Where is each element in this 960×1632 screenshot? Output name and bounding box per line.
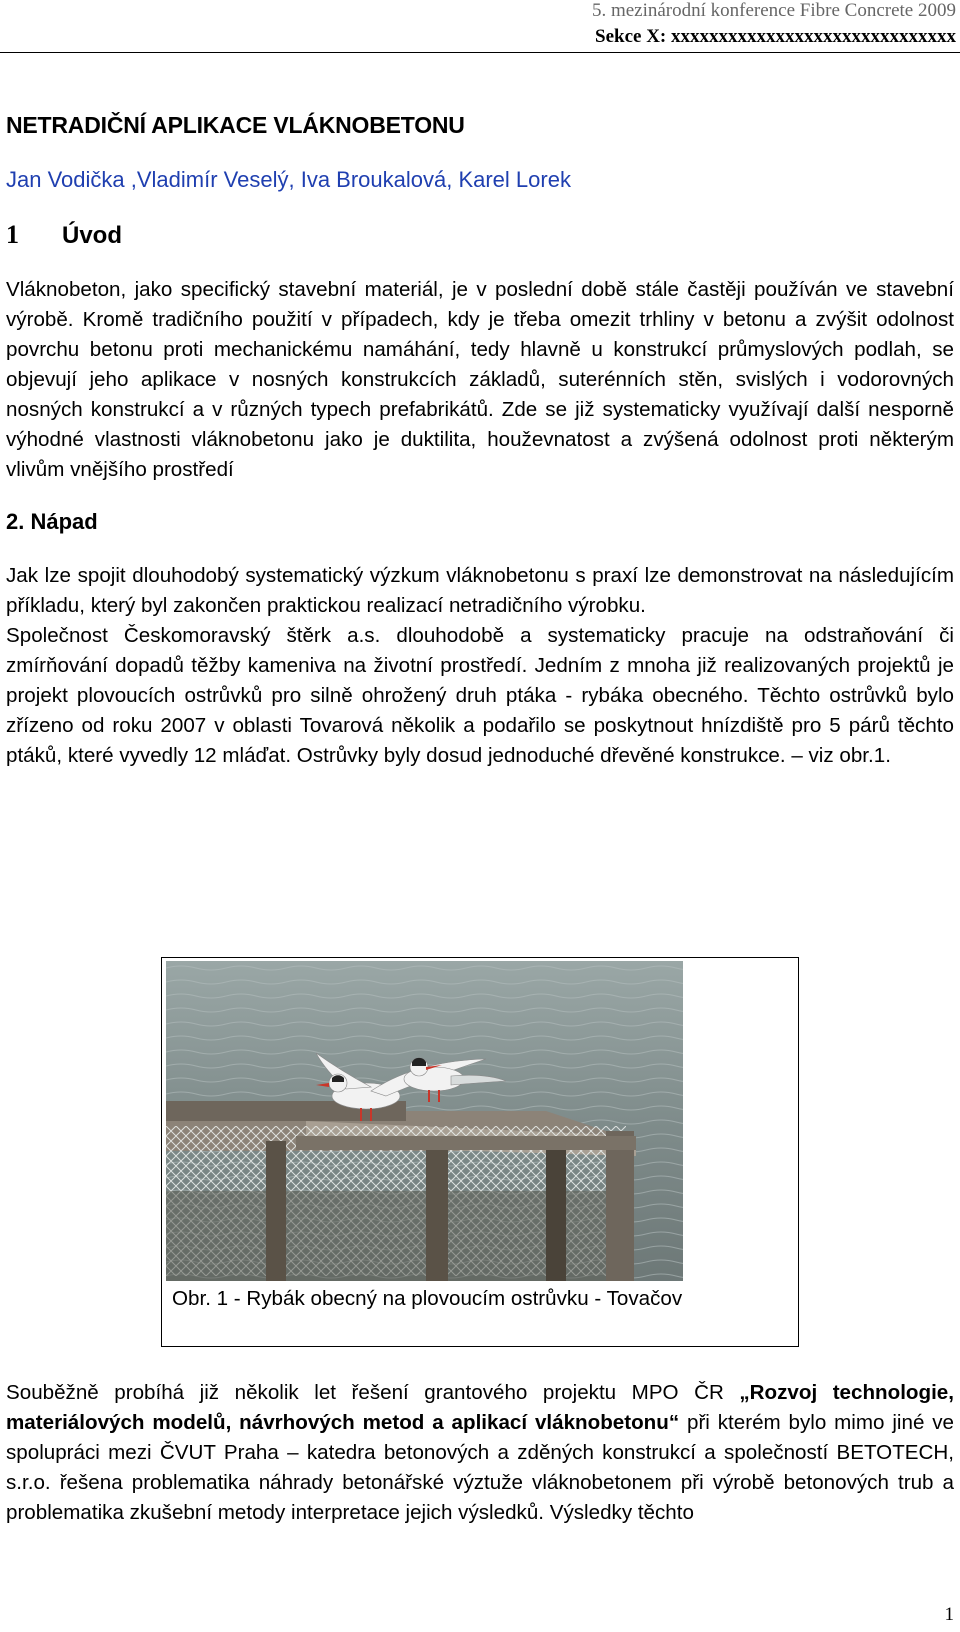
section-1-title: Úvod: [62, 222, 122, 249]
section-2-paragraph-1: Jak lze spojit dlouhodobý systematický výzkum vláknobetonu s praxí lze demonstrovat na následujícím příkladu, který byl zakončen praktickou realizací netradičního výrobku.: [6, 564, 954, 617]
conference-name: 5. mezinárodní konference Fibre Concrete 2009: [591, 0, 956, 21]
section-2-heading: 2. Nápad: [6, 509, 98, 534]
section-label: Sekce X: xxxxxxxxxxxxxxxxxxxxxxxxxxxxxx: [595, 26, 956, 47]
section-1-number: 1: [6, 220, 19, 249]
section-1-heading: [6, 220, 954, 251]
figure-1: [161, 957, 799, 1347]
section-3-paragraph: [6, 1378, 954, 1528]
section-2-paragraph-2: Společnost Českomoravský štěrk a.s. dlouhodobě a systematicky pracuje na odstraňování či zmírňování dopadů těžby kameniva na životní prostředí. Jedním z mnoha již realizovaných projektů je projekt plovoucích ostrůvků pro silně ohrožený druh ptáka - rybáka obecného. Těchto ostrůvků bylo zřízeno od roku 2007 v oblasti Tovarová několik a podařilo se poskytnout hnízdiště pro 5 párů těchto ptáků, které vyvedly 12 mláďat. Ostrůvky byly dosud jednoduché dřevěné konstrukce. – viz obr.1.: [6, 624, 954, 767]
paper-title: NETRADIČNÍ APLIKACE VLÁKNOBETONU: [6, 112, 465, 138]
figure-1-photo: [166, 961, 683, 1281]
section-3-lead: Souběžně probíhá již několik let řešení grantového projektu MPO ČR: [6, 1381, 740, 1404]
page-header: [0, 0, 960, 53]
section-3-tail: při kterém bylo mimo jiné ve spolupráci mezi ČVUT Praha – katedra betonových a zděných konstrukcí a společností BETOTECH, s.r.o. řešena problematika náhrady betonářské výztuže vláknobetonem při výrobě betonových trub a problematika zkušební metody interpretace jejich výsledků. Výsledky těchto: [6, 1411, 955, 1524]
page-number: 1: [944, 1604, 954, 1625]
tern-photo-illustration: [166, 961, 683, 1281]
author-list: Jan Vodička ,Vladimír Veselý, Iva Broukalová, Karel Lorek: [6, 167, 571, 192]
paper-body: [6, 110, 954, 771]
section-1-paragraph: Vláknobeton, jako specifický stavební materiál, je v poslední době stále častěji používán ve stavební výrobě. Kromě tradičního použití v případech, kdy je třeba omezit trhliny v betonu a zvýšit odolnost povrchu betonu proti mechanickému namáhání, tedy hlavně u konstrukcí průmyslových podlah, se objevují jeho aplikace v nosných konstrukcích základů, suterénních stěn, svislých i vodorovných nosných konstrukcí a v různých typech prefabrikátů. Zde se již systematicky využívají další nesporně výhodné vlastnosti vláknobetonu jako je duktilita, houževnatost a zvýšená odolnost proti některým vlivům vnějšího prostředí: [6, 278, 954, 481]
figure-1-caption: Obr. 1 - Rybák obecný na plovoucím ostrůvku - Tovačov: [172, 1287, 683, 1310]
project-title: „Rozvoj technologie, materiálových modelů, návrhových metod a aplikací vláknobetonu“: [6, 1381, 954, 1434]
